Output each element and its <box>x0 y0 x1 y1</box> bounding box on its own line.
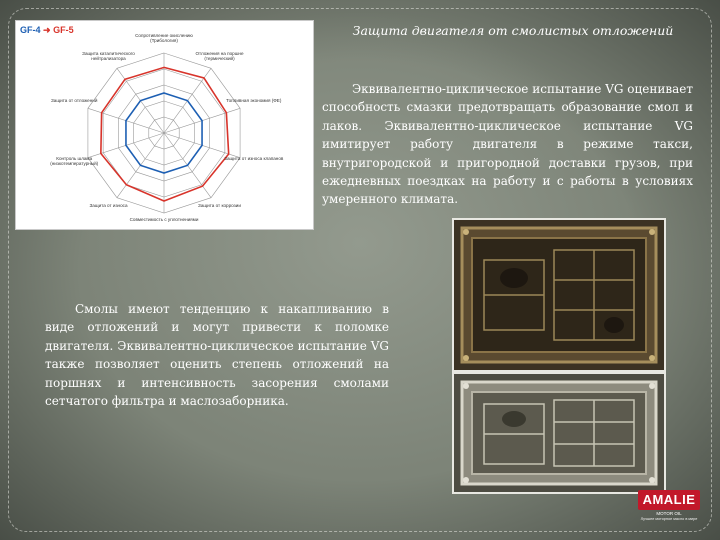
logo-sub: MOTOR OIL <box>656 511 682 516</box>
oil-pan-photo-bottom <box>452 372 666 494</box>
logo-tagline: Лучшее моторное масло в мире <box>640 517 698 521</box>
slide-title: Защита двигателя от смолистых отложений <box>352 23 674 38</box>
paragraph-right: Эквивалентно-циклическое испытание VG оценивает способность смазки предотвращать образование смол и лаков. Эквивалентно-циклическое испытание VG имитирует работу двигателя в режиме такси, внутригородской и пригородной доставки грузов, при ежедневных поездках на работу и с работы в условиях умеренного климата. <box>322 82 693 207</box>
oil-pan-photo-top <box>452 218 666 372</box>
logo-mark: AMALIE <box>638 490 700 510</box>
radar-axis-label: Отложения на поршне (термический) <box>195 50 244 61</box>
radar-axis-label: Сопротивление окислению (Трибология) <box>135 32 193 43</box>
radar-axis-label: Защита от износа <box>89 203 128 209</box>
radar-axis-label: Топливная экономия (ФЕ) <box>226 97 282 103</box>
radar-axis-label: Совместимость с уплотнениями <box>129 217 199 222</box>
legend-gf4: GF-4 <box>20 25 41 35</box>
radar-axis-label: Защита от отложений <box>51 97 98 103</box>
radar-chart-panel <box>15 20 314 230</box>
radar-axis-label: Защита от коррозии <box>198 203 241 209</box>
amalie-logo <box>630 490 708 534</box>
legend-gf5: GF-5 <box>53 25 74 35</box>
radar-axis-label: Контроль шлама (низкотемпературный) <box>50 156 99 167</box>
radar-svg <box>16 21 313 229</box>
paragraph-left: Смолы имеют тенденцию к накапливанию в виде отложений и могут привести к поломке двигателя. Эквивалентно-циклическое испытание VG также позволяет оценить степень отложений на поршнях и интенсивность засорения смолами сетчатого фильтра и маслозаборника. <box>45 302 389 409</box>
radar-axis-label: Защита от износа клапанов <box>224 156 284 162</box>
radar-axis-label: Защита каталитического нейтрализатора <box>82 50 135 61</box>
radar-legend <box>20 25 74 36</box>
legend-arrow-icon: ➜ <box>43 25 51 35</box>
